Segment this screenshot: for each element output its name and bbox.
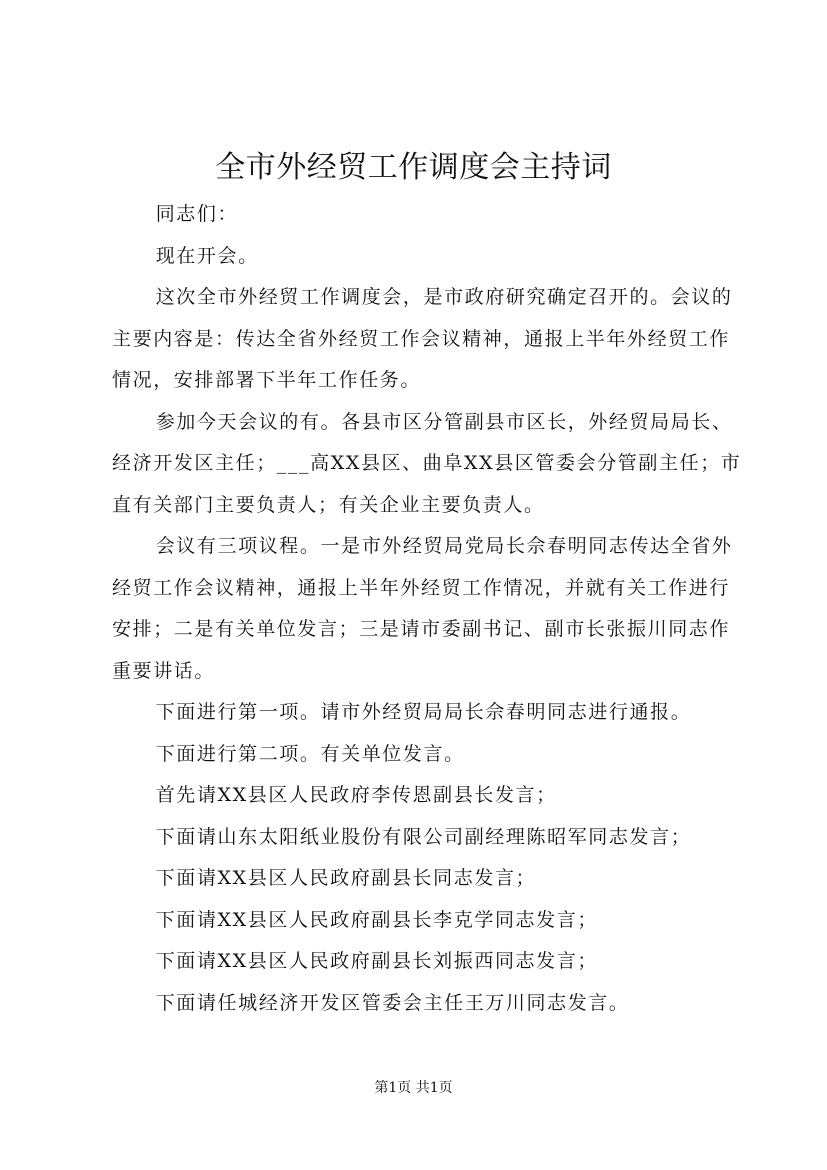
paragraph: 现在开会。	[155, 244, 259, 267]
paragraph: 下面请XX县区人民政府副县长李克学同志发言；	[155, 908, 598, 931]
paragraph: 下面请任城经济开发区管委会主任王万川同志发言。	[155, 991, 630, 1014]
paragraph: 这次全市外经贸工作调度会，是市政府研究确定召开的。会议的主要内容是：传达全省外经贸工作会议精神，通报上半年外经贸工作情况，安排部署下半年工作任务。	[112, 286, 733, 391]
document-title: 全市外经贸工作调度会主持词	[215, 150, 612, 185]
paragraph: 下面请XX县区人民政府副县长同志发言；	[155, 867, 537, 889]
paragraph: 首先请XX县区人民政府李传恩副县长发言；	[155, 784, 557, 806]
paragraph: 下面请XX县区人民政府副县长刘振西同志发言；	[155, 950, 598, 972]
paragraph: 同志们：	[155, 203, 239, 225]
paragraph: 下面进行第一项。请市外经贸局局长佘春明同志进行通报。	[155, 701, 692, 723]
paragraph: 下面请山东太阳纸业股份有限公司副经理陈昭军同志发言；	[155, 825, 692, 848]
paragraph: 会议有三项议程。一是市外经贸局党局长佘春明同志传达全省外经贸工作会议精神，通报上半年外经贸工作情况，并就有关工作进行安排；二是有关单位发言；三是请市委副书记、副市长张振川同志作重要讲话。	[112, 535, 733, 682]
document-body	[112, 194, 744, 1024]
paragraph: 参加今天会议的有。各县市区分管副县市区长，外经贸局局长、经济开发区主任；___高XX县区、曲阜XX县区管委会分管副主任；市直有关部门主要负责人；有关企业主要负责人。	[112, 410, 742, 516]
page-number-footer: 第1页 共1页	[374, 1080, 453, 1096]
paragraph: 下面进行第二项。有关单位发言。	[155, 742, 465, 765]
